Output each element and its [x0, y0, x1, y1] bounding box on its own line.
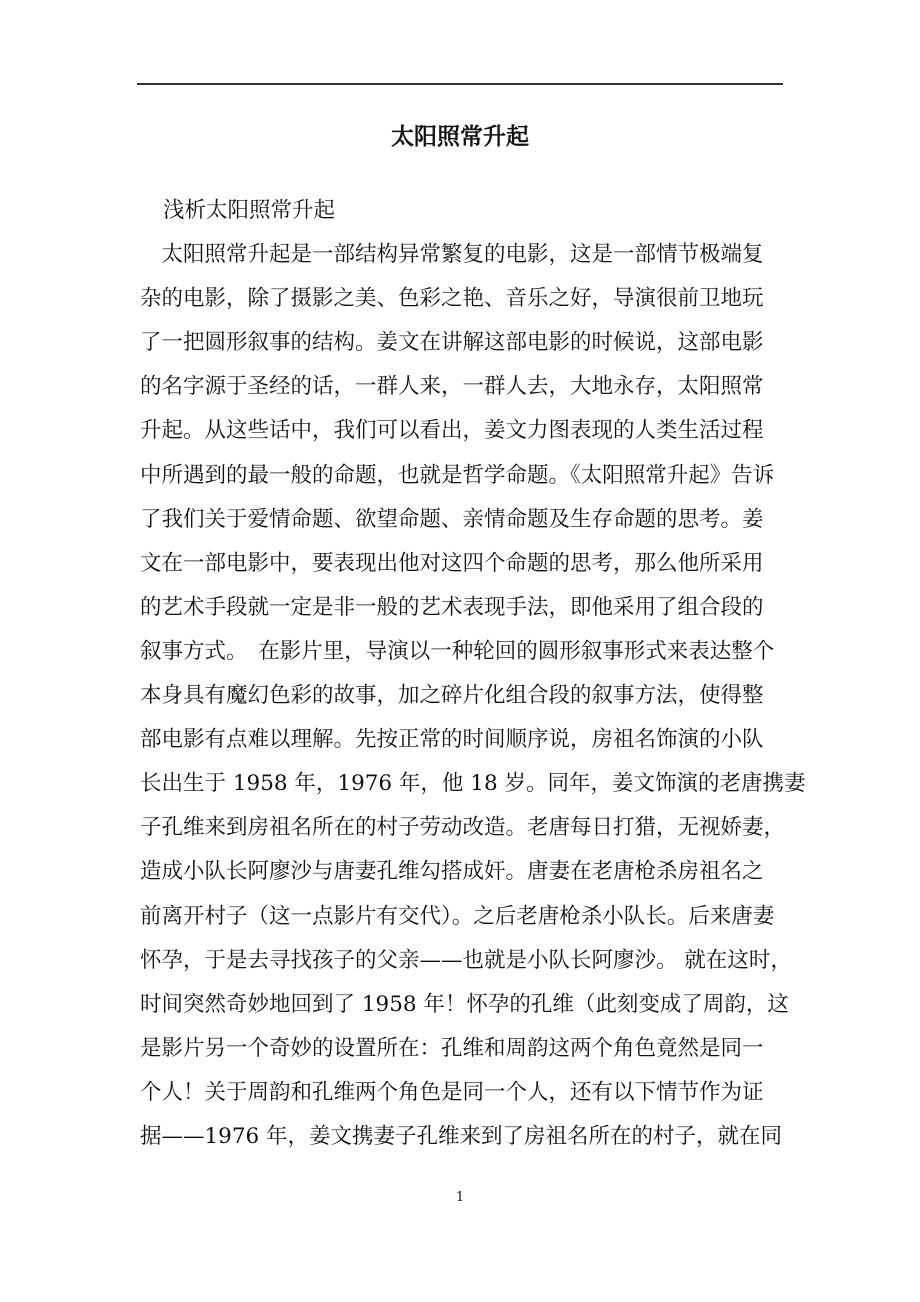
body-text-line: 据——1976 年，姜文携妻子孔维来到了房祖名所在的村子，就在同 — [140, 1124, 783, 1149]
body-text-line: 的名字源于圣经的话，一群人来，一群人去，大地永存，太阳照常 — [140, 374, 764, 400]
body-text-line: 太阳照常升起是一部结构异常繁复的电影，这是一部情节极端复 — [140, 242, 764, 267]
body-text-line: 中所遇到的最一般的命题，也就是哲学命题。《太阳照常升起》告诉 — [140, 462, 775, 488]
body-text-line: 文在一部电影中，要表现出他对这四个命题的思考，那么他所采用 — [140, 550, 764, 576]
body-text-line: 时间突然奇妙地回到了 1958 年！怀孕的孔维（此刻变成了周韵，这 — [140, 991, 789, 1017]
body-text-line: 是影片另一个奇妙的设置所在：孔维和周韵这两个角色竟然是同一 — [140, 1035, 764, 1061]
body-text-line: 的艺术手段就一定是非一般的艺术表现手法，即他采用了组合段的 — [140, 594, 764, 620]
body-text-line: 部电影有点难以理解。先按正常的时间顺序说，房祖名饰演的小队 — [140, 727, 764, 753]
body-text-line: 个人！关于周韵和孔维两个角色是同一个人，还有以下情节作为证 — [140, 1079, 764, 1105]
body-text-line: 长出生于 1958 年，1976 年，他 18 岁。同年，姜文饰演的老唐携妻 — [140, 771, 806, 797]
page-number: 1 — [455, 1190, 465, 1205]
header-rule — [137, 83, 783, 85]
body-text-line: 了我们关于爱情命题、欲望命题、亲情命题及生存命题的思考。姜 — [140, 506, 764, 532]
body-text-line: 了一把圆形叙事的结构。姜文在讲解这部电影的时候说，这部电影 — [140, 330, 764, 356]
body-text-line: 造成小队长阿廖沙与唐妻孔维勾搭成奸。唐妻在老唐枪杀房祖名之 — [140, 859, 764, 885]
body-text-line: 前离开村子（这一点影片有交代）。之后老唐枪杀小队长。后来唐妻 — [140, 903, 775, 929]
document-title: 太阳照常升起 — [391, 123, 529, 150]
body-text-line: 杂的电影，除了摄影之美、色彩之艳、音乐之好，导演很前卫地玩 — [140, 286, 764, 312]
body-text-line: 本身具有魔幻色彩的故事，加之碎片化组合段的叙事方法，使得整 — [140, 683, 764, 708]
body-text-line: 升起。从这些话中，我们可以看出，姜文力图表现的人类生活过程 — [140, 418, 764, 444]
document-subtitle: 浅析太阳照常升起 — [163, 198, 336, 223]
body-text-line: 叙事方式。 在影片里，导演以一种轮回的圆形叙事形式来表达整个 — [140, 638, 775, 664]
body-text-line: 怀孕，于是去寻找孩子的父亲——也就是小队长阿廖沙。 就在这时， — [140, 947, 792, 973]
body-text-line: 子孔维来到房祖名所在的村子劳动改造。老唐每日打猎，无视娇妻， — [140, 815, 786, 841]
